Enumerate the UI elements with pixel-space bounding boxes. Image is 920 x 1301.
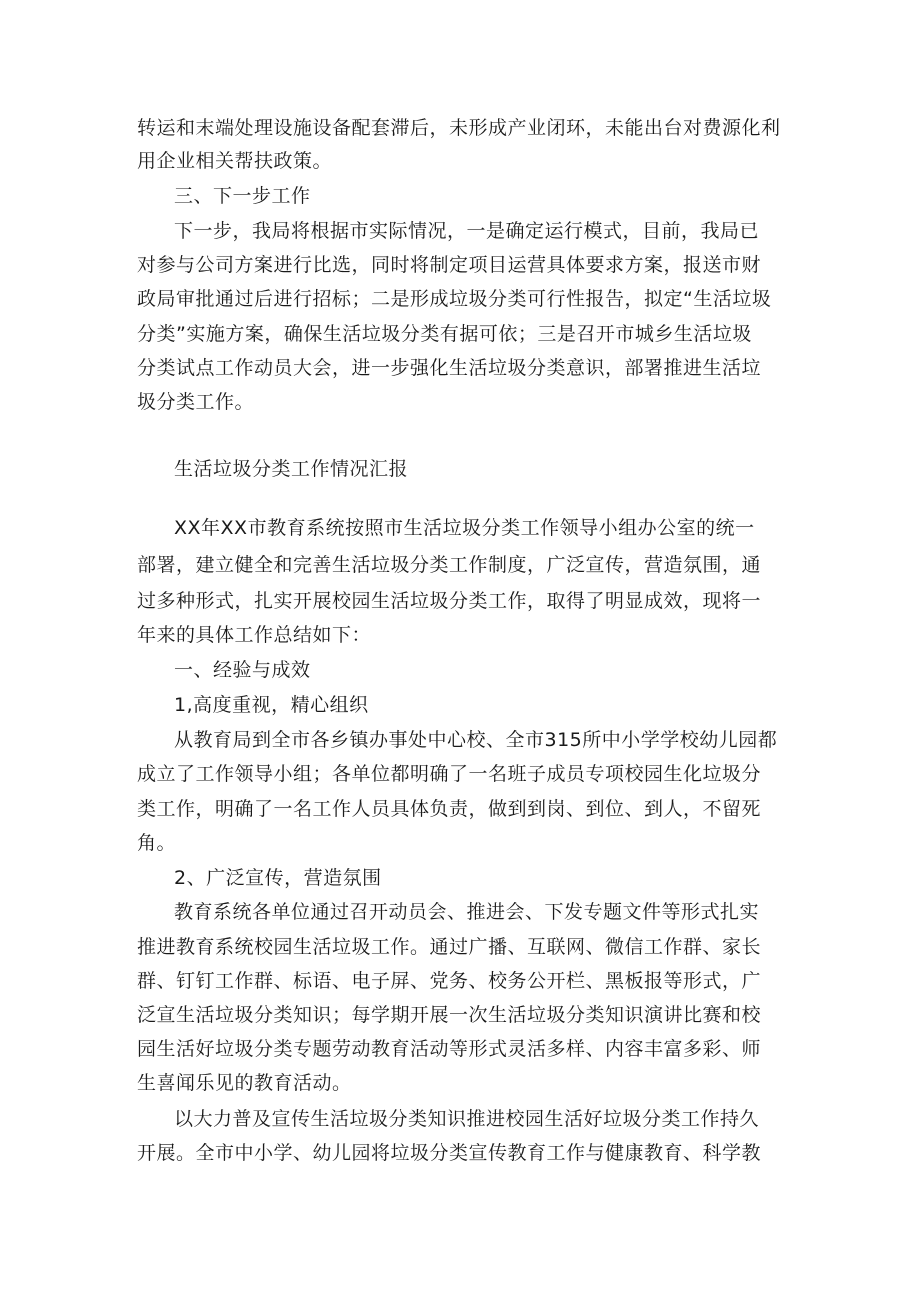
paragraph-line: 转运和末端处理设施设备配套滞后，未形成产业闭环，未能出台对费源化利	[137, 117, 781, 139]
paragraph-line: 园生活好垃圾分类专题劳动教育活动等形式灵活多样、内容丰富多彩、师	[137, 1038, 762, 1060]
paragraph-line: 从教育局到全市各乡镇办事处中心校、全市315所中小学学校幼儿园都	[174, 729, 778, 751]
section-heading: 三、下一步工作	[174, 185, 311, 207]
paragraph-line: 推进教育系统校园生活垃圾工作。通过广播、互联网、微信工作群、家长	[137, 936, 762, 958]
subsection-heading: 2、广泛宣传，营造氛围	[174, 867, 382, 889]
paragraph-line: 泛宣生活垃圾分类知识；每学期开展一次生活垃圾分类知识演讲比赛和校	[137, 1004, 762, 1026]
paragraph-line: 用企业相关帮扶政策。	[137, 150, 333, 172]
paragraph-line: 圾分类工作。	[137, 391, 255, 413]
paragraph-line: 分类试点工作动员大会，进一步强化生活垃圾分类意识，部署推进生活垃	[137, 357, 762, 379]
paragraph-line: 以大力普及宣传生活垃圾分类知识推进校园生活好垃圾分类工作持久	[174, 1108, 760, 1130]
paragraph-line: 角。	[137, 832, 177, 854]
section-heading: 一、经验与成效	[174, 659, 311, 681]
paragraph-line: 下一步，我局将根据市实际情况，一是确定运行模式，目前，我局已	[174, 220, 760, 242]
paragraph-line: 群、钉钉工作群、标语、电子屏、党务、校务公开栏、黑板报等形式，广	[137, 970, 762, 992]
paragraph-line: 开展。全市中小学、幼儿园将垃圾分类宣传教育工作与健康教育、科学教	[137, 1142, 762, 1164]
paragraph-line: 年来的具体工作总结如下：	[137, 624, 372, 646]
paragraph-line: 教育系统各单位通过召开动员会、推进会、下发专题文件等形式扎实	[174, 901, 760, 923]
document-title: 生活垃圾分类工作情况汇报	[174, 458, 409, 480]
paragraph-line: 过多种形式，扎实开展校园生活垃圾分类工作，取得了明显成效，现将一	[137, 590, 762, 612]
paragraph-line: 类工作，明确了一名工作人员具体负责，做到到岗、到位、到人，不留死	[137, 798, 762, 820]
paragraph-line: XX年XX市教育系统按照市生活垃圾分类工作领导小组办公室的统一	[174, 517, 755, 539]
paragraph-line: 分类”实施方案，确保生活垃圾分类有据可依；三是召开市城乡生活垃圾	[137, 323, 752, 345]
paragraph-line: 成立了工作领导小组；各单位都明确了一名班子成员专项校园生化垃圾分	[137, 763, 762, 785]
paragraph-line: 对参与公司方案进行比选，同时将制定项目运营具体要求方案，报送市财	[137, 254, 762, 276]
subsection-heading: 1,高度重视，精心组织	[174, 694, 369, 716]
paragraph-line: 生喜闻乐见的教育活动。	[137, 1072, 352, 1094]
paragraph-line: 政局审批通过后进行招标；二是形成垃圾分类可行性报告，拟定“生活垃圾	[137, 288, 772, 310]
paragraph-line: 部署，建立健全和完善生活垃圾分类工作制度，广泛宣传，营造氛围，通	[137, 554, 762, 576]
